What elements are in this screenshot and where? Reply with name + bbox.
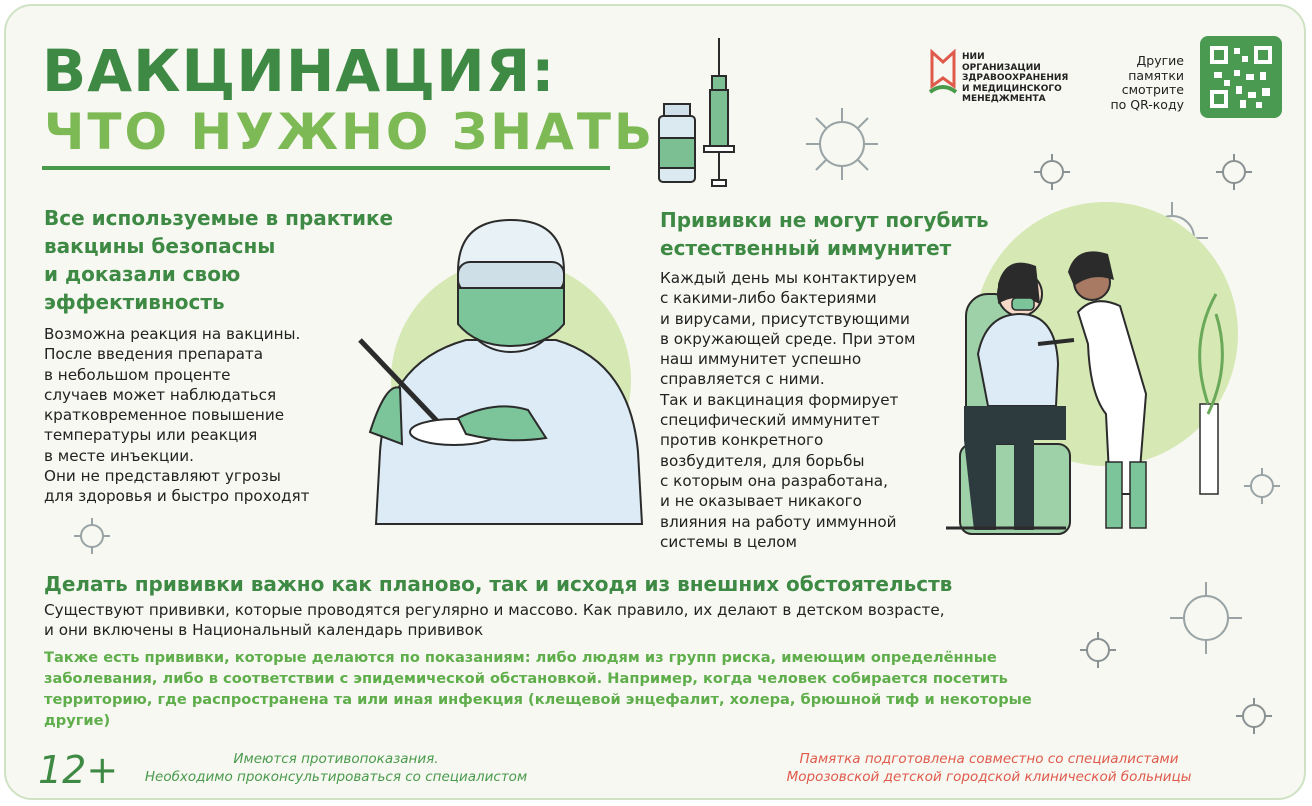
section-immunity-heading [660, 206, 1040, 262]
body-line: Они не представляют угрозы [44, 467, 281, 486]
footer-line: Необходимо проконсультироваться со специалистом [144, 769, 528, 785]
body-line: и они включены в Национальный календарь прививок [44, 621, 484, 640]
qr-caption-line: по QR-коду [1110, 96, 1184, 112]
virus-icon [1214, 152, 1254, 192]
org-name-line: НИИ [962, 52, 985, 62]
virus-icon [72, 516, 112, 556]
footer-line: Морозовской детской городской клинической больницы [786, 769, 1192, 785]
qr-caption-line: смотрите [1121, 82, 1184, 97]
footer-contraindications [116, 750, 556, 786]
body-line: другие) [44, 711, 111, 729]
body-line: территорию, где распространена та или иная инфекция (клещевой энцефалит, холера, брюшной тиф и некоторые [44, 690, 1032, 708]
qr-code-icon [1200, 36, 1282, 118]
body-line: Возможна реакция на вакцины. [44, 325, 301, 343]
heading-line: Все используемые в практике [44, 206, 394, 230]
body-line: и не оказывает никакого [660, 492, 862, 511]
body-line: и вирусами, присутствующими [660, 309, 910, 328]
section-schedule-body [44, 600, 1104, 641]
body-line: Каждый день мы контактируем [660, 269, 917, 287]
title-line-2: ЧТО НУЖНО ЗНАТЬ [44, 103, 656, 161]
org-name [962, 52, 1068, 105]
footer-credits [754, 750, 1224, 786]
section-immunity [660, 206, 1040, 552]
body-line: в месте инъекции. [44, 446, 194, 465]
body-line: специфический иммунитет [660, 411, 880, 430]
section-safety-body [44, 324, 444, 507]
title-line-1: ВАКЦИНАЦИЯ: [42, 37, 556, 105]
body-line: против конкретного [660, 431, 824, 450]
body-line: системы в целом [660, 532, 797, 551]
virus-icon [1234, 696, 1274, 736]
poster [4, 4, 1306, 800]
body-line: случаев может наблюдаться [44, 385, 277, 404]
org-name-line: ОРГАНИЗАЦИИ [962, 62, 1041, 73]
title-underline [42, 166, 610, 170]
body-line: кратковременное повышение [44, 406, 285, 425]
body-line: справляется с ними. [660, 370, 825, 389]
org-name-line: МЕНЕДЖМЕНТА [962, 94, 1046, 104]
virus-icon [802, 104, 882, 184]
virus-icon [1032, 152, 1072, 192]
qr-caption-line: памятки [1128, 67, 1184, 83]
section-schedule-indications [44, 647, 1104, 731]
section-schedule [44, 570, 1104, 731]
heading-line: вакцины безопасны [44, 234, 276, 258]
footer-line: Памятка подготовлена совместно со специалистами [799, 751, 1179, 767]
heading-line: и доказали свою [44, 262, 241, 286]
virus-icon [1242, 466, 1282, 506]
body-line: Также есть прививки, которые делаются по показаниям: либо людям из групп риска, имеющим определённые [44, 648, 997, 666]
body-line: После введения препарата [44, 345, 264, 364]
org-name-line: ЗДРАВООХРАНЕНИЯ [962, 73, 1069, 83]
vial-syringe-illustration [646, 34, 756, 190]
body-line: влияния на работу иммунной [660, 512, 897, 531]
body-line: в окружающей среде. При этом [660, 329, 916, 348]
footer-line: Имеются противопоказания. [233, 751, 439, 767]
section-immunity-body [660, 268, 1040, 552]
body-line: для здоровья и быстро проходят [44, 487, 310, 506]
body-line: возбудителя, для борьбы [660, 451, 865, 470]
body-line: в небольшом проценте [44, 365, 231, 384]
section-schedule-heading: Делать прививки важно как планово, так и исходя из внешних обстоятельств [44, 572, 953, 596]
virus-icon [1166, 578, 1246, 658]
heading-line: Прививки не могут погубить [660, 208, 989, 232]
body-line: наш иммунитет успешно [660, 350, 862, 369]
qr-caption-line: Другие [1136, 53, 1184, 68]
age-rating: 12+ [38, 748, 119, 792]
body-line: заболевания, либо в соответствии с эпидемической обстановкой. Например, когда человек собирается посетить [44, 669, 1008, 687]
heading-line: естественный иммунитет [660, 236, 952, 260]
body-line: с которым она разработана, [660, 471, 888, 490]
org-name-line: И МЕДИЦИНСКОГО [962, 83, 1062, 94]
section-safety-heading [44, 204, 444, 316]
body-line: температуры или реакция [44, 426, 258, 445]
qr-code[interactable] [1200, 36, 1282, 118]
body-line: Существуют прививки, которые проводятся регулярно и массово. Как правило, их делают в детском возрасте, [44, 601, 945, 619]
org-logo-icon [928, 48, 958, 106]
body-line: Так и вакцинация формирует [660, 390, 899, 409]
qr-caption [1084, 54, 1184, 112]
body-line: с какими-либо бактериями [660, 289, 877, 308]
section-safety [44, 204, 444, 507]
heading-line: эффективность [44, 290, 225, 314]
